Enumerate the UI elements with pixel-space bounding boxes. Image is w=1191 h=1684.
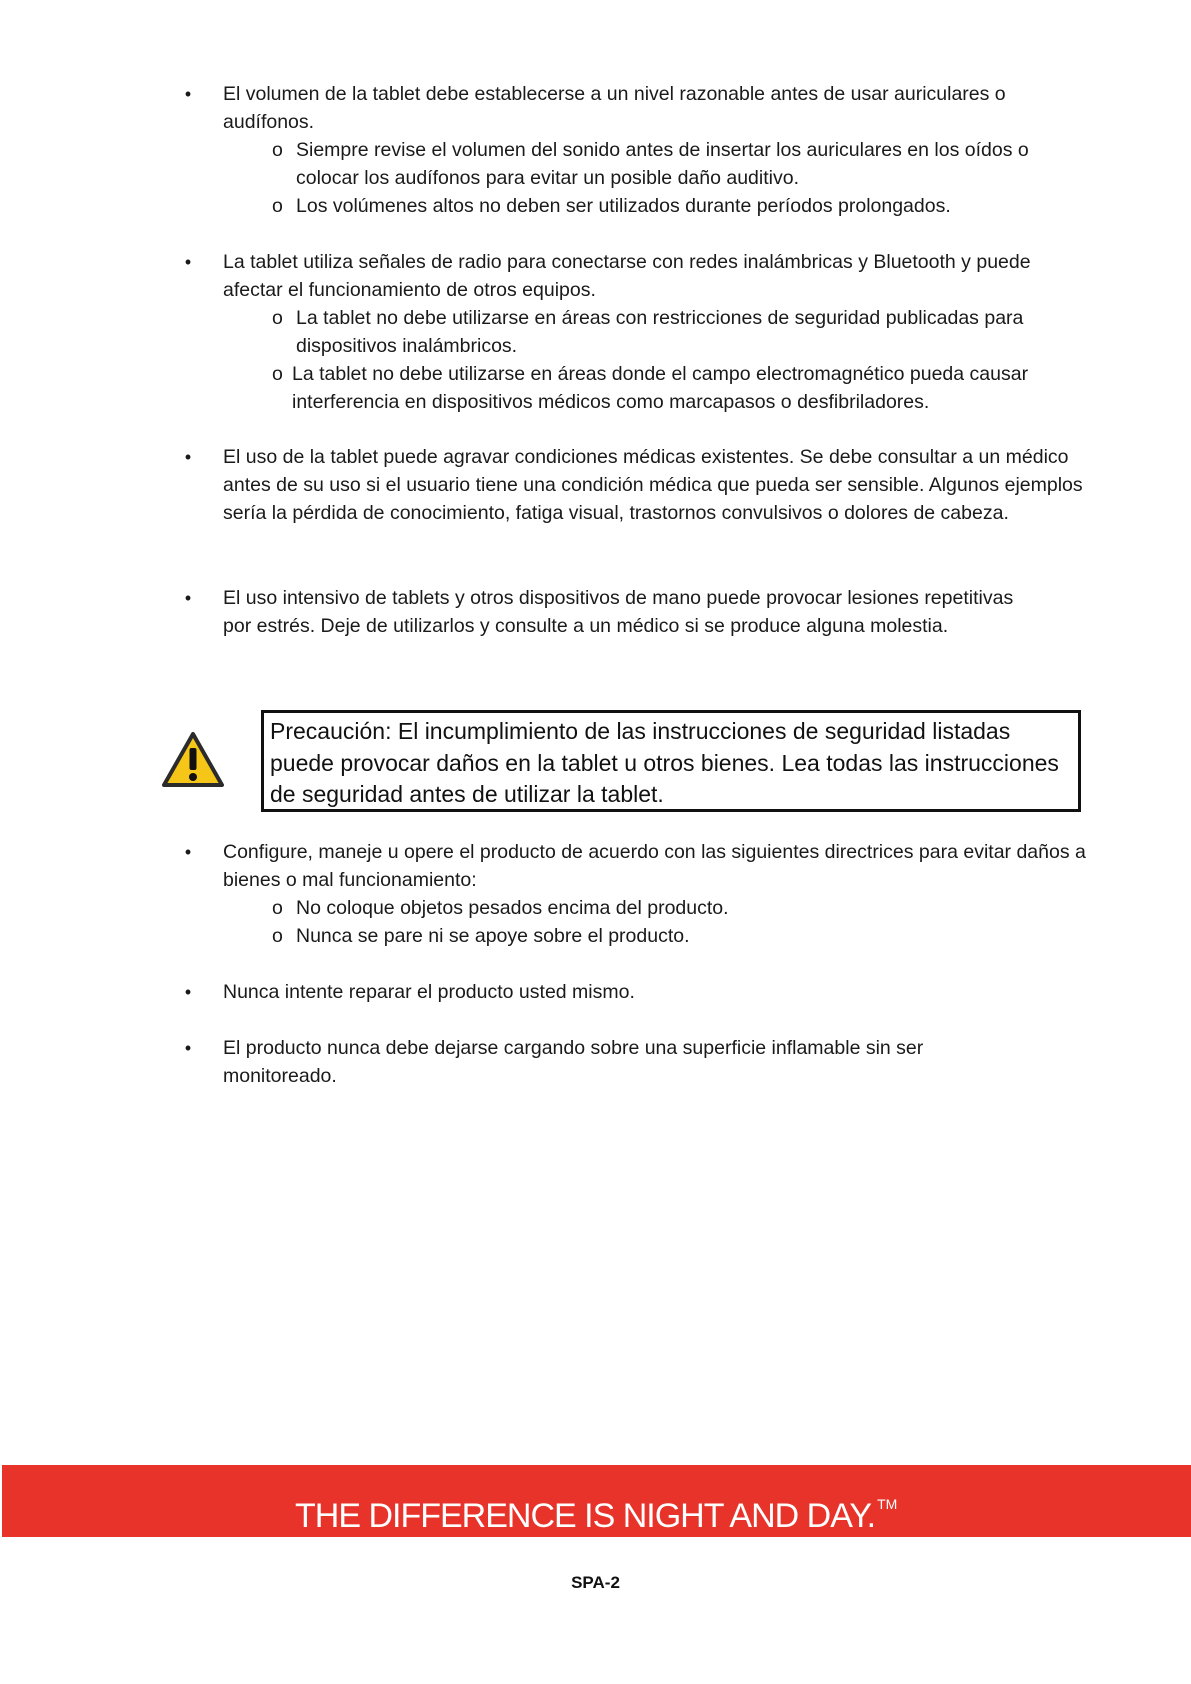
list-item-text: El uso de la tablet puede agravar condiciones médicas existentes. Se debe consultar a un médico antes de su uso si el usuario tiene una condición médica que pueda ser sensible. Algunos ejemplos sería la pérdida de conocimiento, fatiga visual, trastornos convulsivos o dolores de cabeza. — [223, 446, 1083, 524]
sub-list-item-text: No coloque objetos pesados encima del producto. — [296, 897, 729, 919]
sub-marker: o — [272, 897, 283, 919]
page-number: SPA-2 — [571, 1573, 620, 1592]
sub-marker: o — [272, 139, 283, 161]
list-item-text: Configure, maneje u opere el producto de acuerdo con las siguientes directrices para evitar daños a bienes o mal funcionamiento: — [223, 841, 1086, 891]
sub-list-item-text: Los volúmenes altos no deben ser utilizados durante períodos prolongados. — [296, 195, 951, 217]
sub-marker: o — [272, 307, 283, 329]
bullet-icon: • — [184, 842, 192, 862]
warning-triangle-icon — [160, 730, 226, 790]
sub-list-item-text: La tablet no debe utilizarse en áreas donde el campo electromagnético pueda causar interferencia en dispositivos médicos como marcapasos o desfibriladores. — [292, 363, 1029, 413]
sub-list-item-text: Nunca se pare ni se apoye sobre el producto. — [296, 925, 690, 947]
bullet-icon: • — [184, 1038, 192, 1058]
list-item-text: La tablet utiliza señales de radio para conectarse con redes inalámbricas y Bluetooth y puede afectar el funcionamiento de otros equipos. — [223, 251, 1031, 301]
sub-list-item-text: La tablet no debe utilizarse en áreas con restricciones de seguridad publicadas para dispositivos inalámbricos. — [296, 307, 1024, 357]
bullet-icon: • — [184, 447, 192, 467]
sub-marker: o — [272, 925, 283, 947]
sub-marker: o — [272, 195, 283, 217]
list-item-text: El producto nunca debe dejarse cargando sobre una superficie inflamable sin ser monitoreado. — [223, 1037, 924, 1087]
trademark-mark: TM — [877, 1496, 898, 1512]
slogan-text: THE DIFFERENCE IS NIGHT AND DAY. — [295, 1497, 876, 1535]
caution-notice: Precaución: El incumplimiento de las instrucciones de seguridad listadas puede provocar daños en la tablet u otros bienes. Lea todas las instrucciones de seguridad antes de utilizar la tablet. — [261, 710, 1081, 812]
bullet-icon: • — [184, 84, 192, 104]
list-item-text: Nunca intente reparar el producto usted mismo. — [223, 981, 635, 1003]
list-item-text: El uso intensivo de tablets y otros dispositivos de mano puede provocar lesiones repetitivas por estrés. Deje de utilizarlos y consulte a un médico si se produce alguna molestia. — [223, 587, 1014, 637]
bullet-icon: • — [184, 588, 192, 608]
footer-slogan — [295, 1484, 897, 1536]
bullet-icon: • — [184, 982, 192, 1002]
list-item-text: El volumen de la tablet debe establecerse a un nivel razonable antes de usar auriculares o audífonos. — [223, 83, 1006, 133]
sub-list-item-text: Siempre revise el volumen del sonido antes de insertar los auriculares en los oídos o colocar los audífonos para evitar un posible daño auditivo. — [296, 139, 1029, 189]
bullet-icon: • — [184, 252, 192, 272]
sub-marker: o — [272, 363, 283, 385]
